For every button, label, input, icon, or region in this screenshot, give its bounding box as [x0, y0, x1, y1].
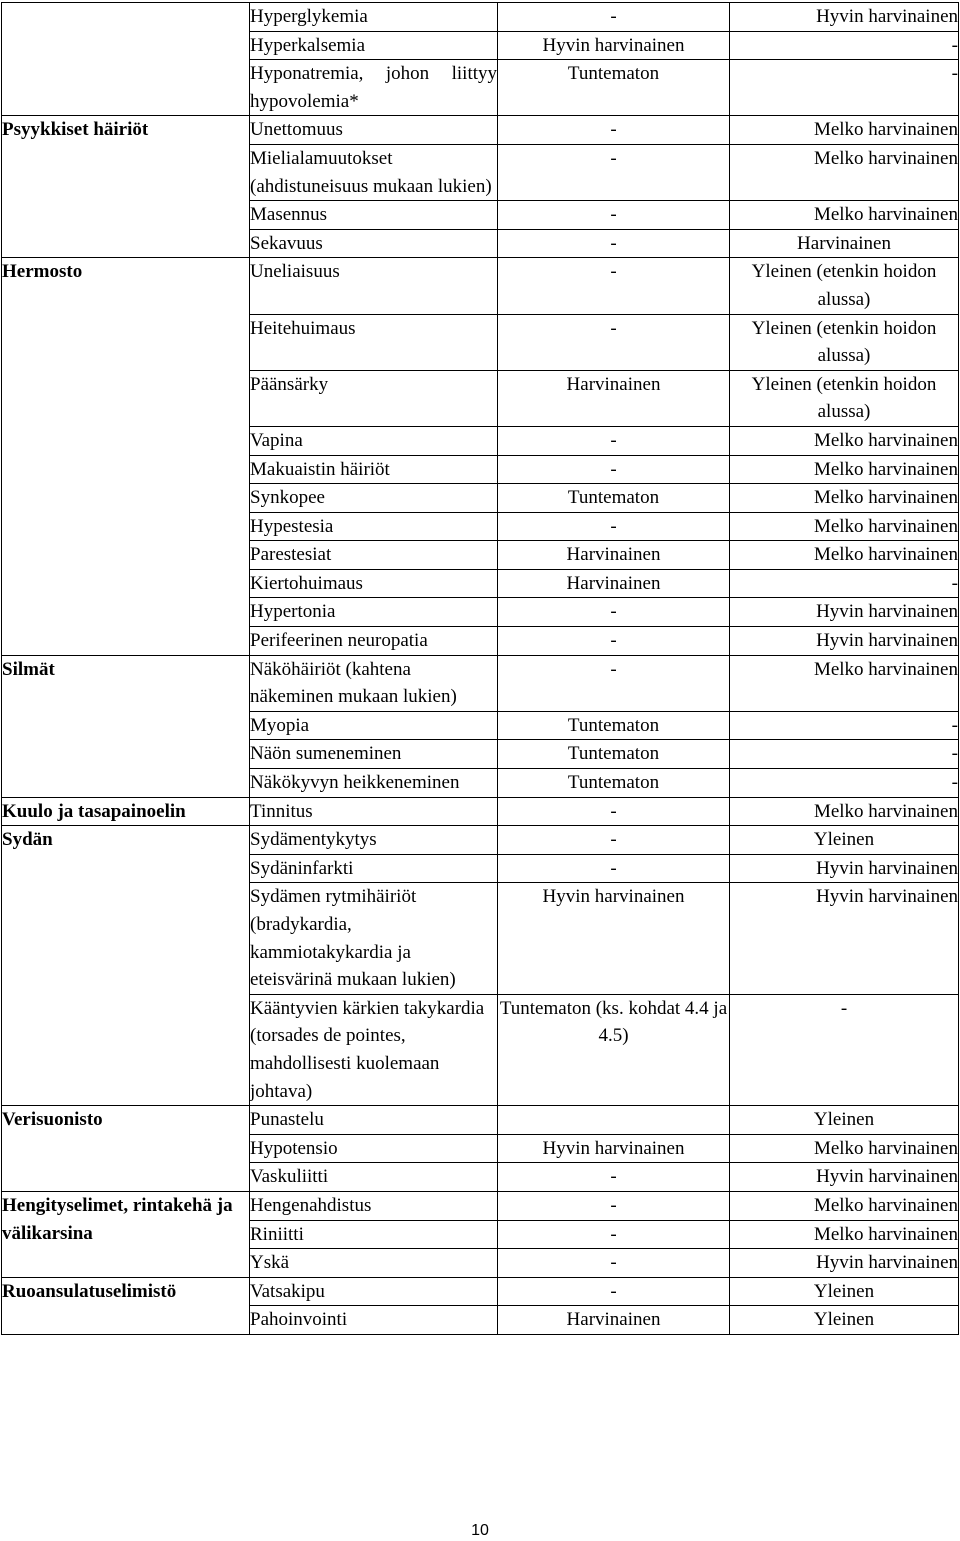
frequency-a-cell: - — [498, 854, 730, 883]
frequency-b-cell: Melko harvinainen — [730, 512, 959, 541]
event-cell: Hyperglykemia — [250, 3, 498, 32]
event-cell: Näkökyvyn heikkeneminen — [250, 769, 498, 798]
frequency-a-cell: - — [498, 3, 730, 32]
event-cell: Hypestesia — [250, 512, 498, 541]
frequency-a-cell: Hyvin harvinainen — [498, 31, 730, 60]
frequency-a-cell: - — [498, 1220, 730, 1249]
frequency-b-cell: Hyvin harvinainen — [730, 854, 959, 883]
frequency-b-cell: Melko harvinainen — [730, 116, 959, 145]
frequency-a-cell: Tuntematon — [498, 740, 730, 769]
frequency-a-cell: - — [498, 627, 730, 656]
event-cell: Riniitti — [250, 1220, 498, 1249]
frequency-a-cell: - — [498, 826, 730, 855]
frequency-b-cell: Melko harvinainen — [730, 144, 959, 200]
frequency-a-cell: - — [498, 598, 730, 627]
frequency-b-cell: - — [730, 569, 959, 598]
event-cell: Parestesiat — [250, 541, 498, 570]
table-row — [2, 1191, 959, 1220]
frequency-b-cell: Melko harvinainen — [730, 201, 959, 230]
frequency-b-cell: Melko harvinainen — [730, 541, 959, 570]
table-row — [2, 797, 959, 826]
table-row — [2, 1106, 959, 1135]
frequency-b-cell: Melko harvinainen — [730, 1191, 959, 1220]
organ-class-cell: Silmät — [2, 655, 250, 797]
frequency-a-cell: Tuntematon — [498, 769, 730, 798]
event-cell: Sydäninfarkti — [250, 854, 498, 883]
event-cell: Makuaistin häiriöt — [250, 455, 498, 484]
event-cell: Hyperkalsemia — [250, 31, 498, 60]
frequency-b-cell: Yleinen (etenkin hoidon alussa) — [730, 370, 959, 426]
frequency-a-cell: - — [498, 1163, 730, 1192]
organ-class-cell: Ruoansulatuselimistö — [2, 1277, 250, 1334]
frequency-b-cell: Harvinainen — [730, 229, 959, 258]
event-cell: Synkopee — [250, 484, 498, 513]
frequency-a-cell: Harvinainen — [498, 569, 730, 598]
event-cell: Kiertohuimaus — [250, 569, 498, 598]
table-row — [2, 258, 959, 314]
frequency-a-cell: - — [498, 144, 730, 200]
frequency-a-cell: Tuntematon — [498, 711, 730, 740]
frequency-a-cell — [498, 1106, 730, 1135]
frequency-a-cell: - — [498, 426, 730, 455]
organ-class-cell: Psyykkiset häiriöt — [2, 116, 250, 258]
frequency-b-cell: Melko harvinainen — [730, 426, 959, 455]
table-row — [2, 116, 959, 145]
event-cell: Vapina — [250, 426, 498, 455]
event-cell: Myopia — [250, 711, 498, 740]
event-cell: Sydämentykytys — [250, 826, 498, 855]
frequency-a-cell: - — [498, 116, 730, 145]
event-cell: Sekavuus — [250, 229, 498, 258]
frequency-b-cell: Melko harvinainen — [730, 1134, 959, 1163]
frequency-a-cell: - — [498, 512, 730, 541]
frequency-a-cell: Hyvin harvinainen — [498, 1134, 730, 1163]
frequency-b-cell: Yleinen — [730, 826, 959, 855]
frequency-b-cell: Melko harvinainen — [730, 455, 959, 484]
organ-class-cell: Kuulo ja tasapainoelin — [2, 797, 250, 826]
frequency-b-cell: Melko harvinainen — [730, 1220, 959, 1249]
frequency-b-cell: Yleinen — [730, 1277, 959, 1306]
frequency-a-cell: - — [498, 314, 730, 370]
event-cell: Sydämen rytmihäiriöt (bradykardia, kammiotakykardia ja eteisvärinä mukaan lukien) — [250, 883, 498, 994]
frequency-a-cell: Harvinainen — [498, 1306, 730, 1335]
frequency-a-cell: - — [498, 1249, 730, 1278]
frequency-a-cell: Harvinainen — [498, 541, 730, 570]
organ-class-cell: Verisuonisto — [2, 1106, 250, 1192]
frequency-b-cell: - — [730, 31, 959, 60]
frequency-b-cell: - — [730, 740, 959, 769]
table-row — [2, 826, 959, 855]
table-row — [2, 1277, 959, 1306]
event-cell: Tinnitus — [250, 797, 498, 826]
event-cell: Kääntyvien kärkien takykardia (torsades de pointes, mahdollisesti kuolemaan johtava) — [250, 994, 498, 1105]
frequency-b-cell: - — [730, 60, 959, 116]
event-cell: Perifeerinen neuropatia — [250, 627, 498, 656]
event-cell: Heitehuimaus — [250, 314, 498, 370]
frequency-b-cell: Hyvin harvinainen — [730, 883, 959, 994]
frequency-b-cell: - — [730, 769, 959, 798]
event-cell: Mielialamuutokset (ahdistuneisuus mukaan lukien) — [250, 144, 498, 200]
organ-class-cell — [2, 3, 250, 116]
event-cell: Hyponatremia, johon liittyy hypovolemia* — [250, 60, 498, 116]
frequency-b-cell: Hyvin harvinainen — [730, 3, 959, 32]
frequency-a-cell: Tuntematon (ks. kohdat 4.4 ja 4.5) — [498, 994, 730, 1105]
frequency-b-cell: Melko harvinainen — [730, 484, 959, 513]
table-row — [2, 3, 959, 32]
event-cell: Vatsakipu — [250, 1277, 498, 1306]
frequency-b-cell: - — [730, 711, 959, 740]
event-cell: Unettomuus — [250, 116, 498, 145]
table-row — [2, 655, 959, 711]
frequency-a-cell: - — [498, 201, 730, 230]
frequency-b-cell: Hyvin harvinainen — [730, 627, 959, 656]
organ-class-cell: Sydän — [2, 826, 250, 1106]
frequency-b-cell: Melko harvinainen — [730, 655, 959, 711]
event-cell: Masennus — [250, 201, 498, 230]
frequency-a-cell: Tuntematon — [498, 484, 730, 513]
frequency-a-cell: - — [498, 655, 730, 711]
frequency-b-cell: Yleinen — [730, 1106, 959, 1135]
frequency-b-cell: Yleinen (etenkin hoidon alussa) — [730, 258, 959, 314]
frequency-a-cell: Harvinainen — [498, 370, 730, 426]
frequency-b-cell: Melko harvinainen — [730, 797, 959, 826]
event-cell: Hengenahdistus — [250, 1191, 498, 1220]
event-cell: Hypotensio — [250, 1134, 498, 1163]
event-cell: Uneliaisuus — [250, 258, 498, 314]
frequency-b-cell: Hyvin harvinainen — [730, 598, 959, 627]
event-cell: Vaskuliitti — [250, 1163, 498, 1192]
frequency-a-cell: - — [498, 1191, 730, 1220]
frequency-b-cell: Hyvin harvinainen — [730, 1249, 959, 1278]
frequency-a-cell: - — [498, 797, 730, 826]
frequency-b-cell: Hyvin harvinainen — [730, 1163, 959, 1192]
frequency-a-cell: - — [498, 1277, 730, 1306]
frequency-b-cell: - — [730, 994, 959, 1105]
frequency-a-cell: - — [498, 455, 730, 484]
frequency-a-cell: - — [498, 229, 730, 258]
event-cell: Näköhäiriöt (kahtena näkeminen mukaan lukien) — [250, 655, 498, 711]
frequency-b-cell: Yleinen (etenkin hoidon alussa) — [730, 314, 959, 370]
organ-class-cell: Hermosto — [2, 258, 250, 655]
adverse-events-table — [1, 2, 959, 1335]
frequency-a-cell: Tuntematon — [498, 60, 730, 116]
event-cell: Yskä — [250, 1249, 498, 1278]
frequency-b-cell: Yleinen — [730, 1306, 959, 1335]
organ-class-cell: Hengityselimet, rintakehä ja välikarsina — [2, 1191, 250, 1277]
event-cell: Hypertonia — [250, 598, 498, 627]
page-number: 10 — [471, 1522, 489, 1539]
frequency-a-cell: - — [498, 258, 730, 314]
event-cell: Pahoinvointi — [250, 1306, 498, 1335]
frequency-a-cell: Hyvin harvinainen — [498, 883, 730, 994]
event-cell: Päänsärky — [250, 370, 498, 426]
event-cell: Punastelu — [250, 1106, 498, 1135]
event-cell: Näön sumeneminen — [250, 740, 498, 769]
